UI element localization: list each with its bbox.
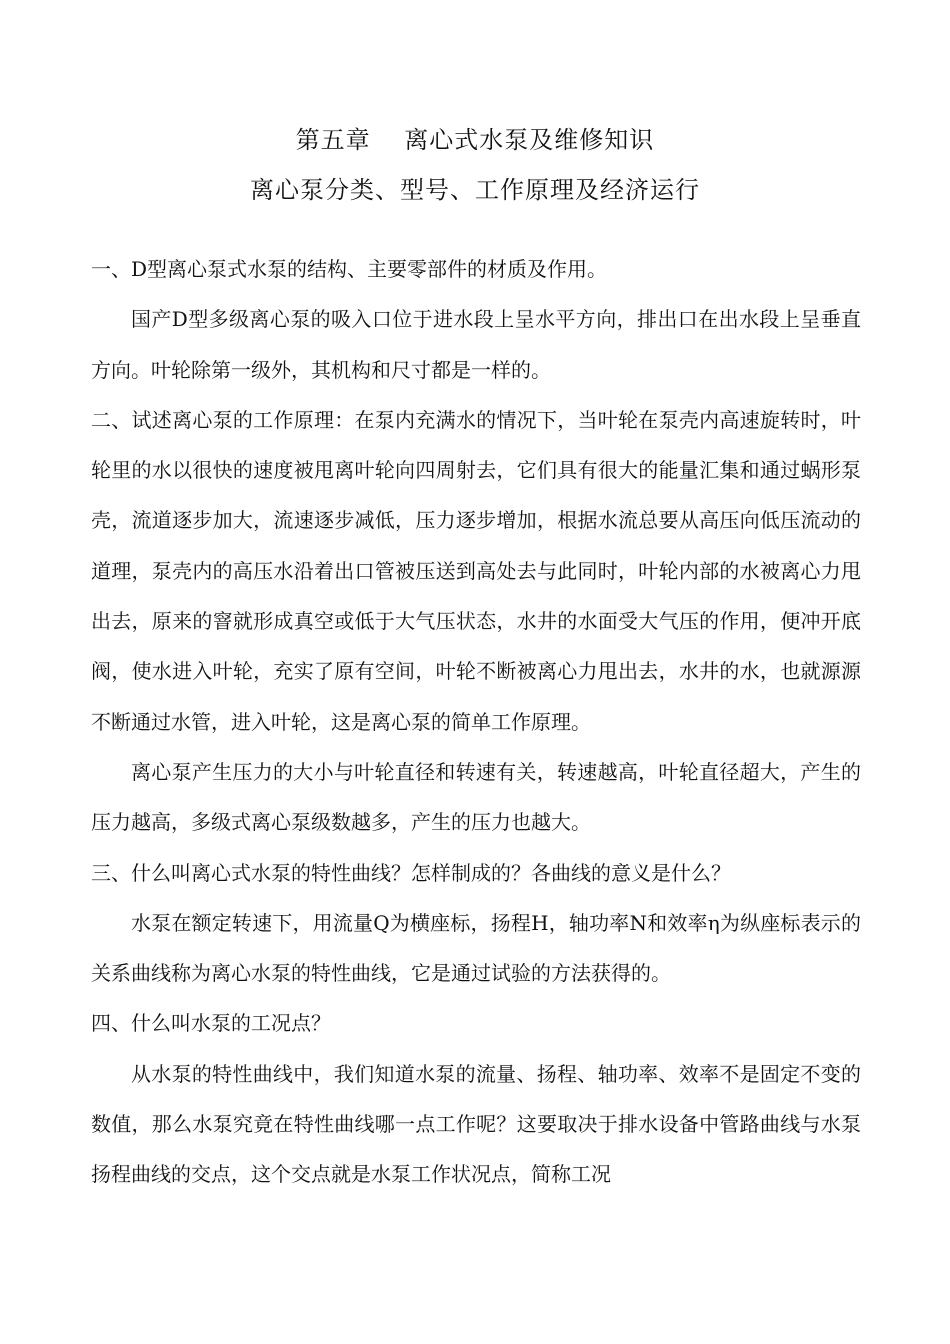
paragraph-pressure: 离心泵产生压力的大小与叶轮直径和转速有关，转速越高，叶轮直径超大，产生的压力越高，多级式离心泵级数越多，产生的压力也越大。 <box>91 759 861 835</box>
section-subtitle: 离心泵分类、型号、工作原理及经济运行 <box>250 176 700 204</box>
paragraph-operating-point: 从水泵的特性曲线中，我们知道水泵的流量、扬程、轴功率、效率不是固定不变的数值，那么水泵究竟在特性曲线哪一点工作呢？这要取决于排水设备中管路曲线与水泵扬程曲线的交点，这个交点就是水泵工作状况点，简称工况 <box>91 1061 861 1187</box>
heading-4: 四、什么叫水泵的工况点？ <box>91 1011 331 1036</box>
heading-3: 三、什么叫离心式水泵的特性曲线？怎样制成的？各曲线的意义是什么？ <box>91 860 731 885</box>
paragraph-characteristic-curve: 水泵在额定转速下，用流量Q为横座标，扬程H，轴功率N和效率η为纵座标表示的关系曲线称为离心水泵的特性曲线，它是通过试验的方法获得的。 <box>91 910 861 986</box>
heading-2-working-principle: 二、试述离心泵的工作原理：在泵内充满水的情况下，当叶轮在泵壳内高速旋转时，叶轮里的水以很快的速度被甩离叶轮向四周射去，它们具有很大的能量汇集和通过蜗形泵壳，流道逐步加大，流速逐步减低，压力逐步增加，根据水流总要从高压向低压流动的道理，泵壳内的高压水沿着出口管被压送到高处去与此同时，叶轮内部的水被离心力甩出去，原来的窨就形成真空或低于大气压状态，水井的水面受大气压的作用，便冲开底阀，使水进入叶轮，充实了原有空间，叶轮不断被离心力甩出去，水井的水，也就源源不断通过水管，进入叶轮，这是离心泵的简单工作原理。 <box>91 407 861 734</box>
document-body <box>91 244 861 1200</box>
paragraph-d-pump: 国产D型多级离心泵的吸入口位于进水段上呈水平方向，排出口在出水段上呈垂直方向。叶轮除第一级外，其机构和尺寸都是一样的。 <box>91 307 861 382</box>
chapter-title: 第五章 离心式水泵及维修知识 <box>295 126 655 154</box>
heading-1: 一、D型离心泵式水泵的结构、主要零部件的材质及作用。 <box>91 257 608 281</box>
